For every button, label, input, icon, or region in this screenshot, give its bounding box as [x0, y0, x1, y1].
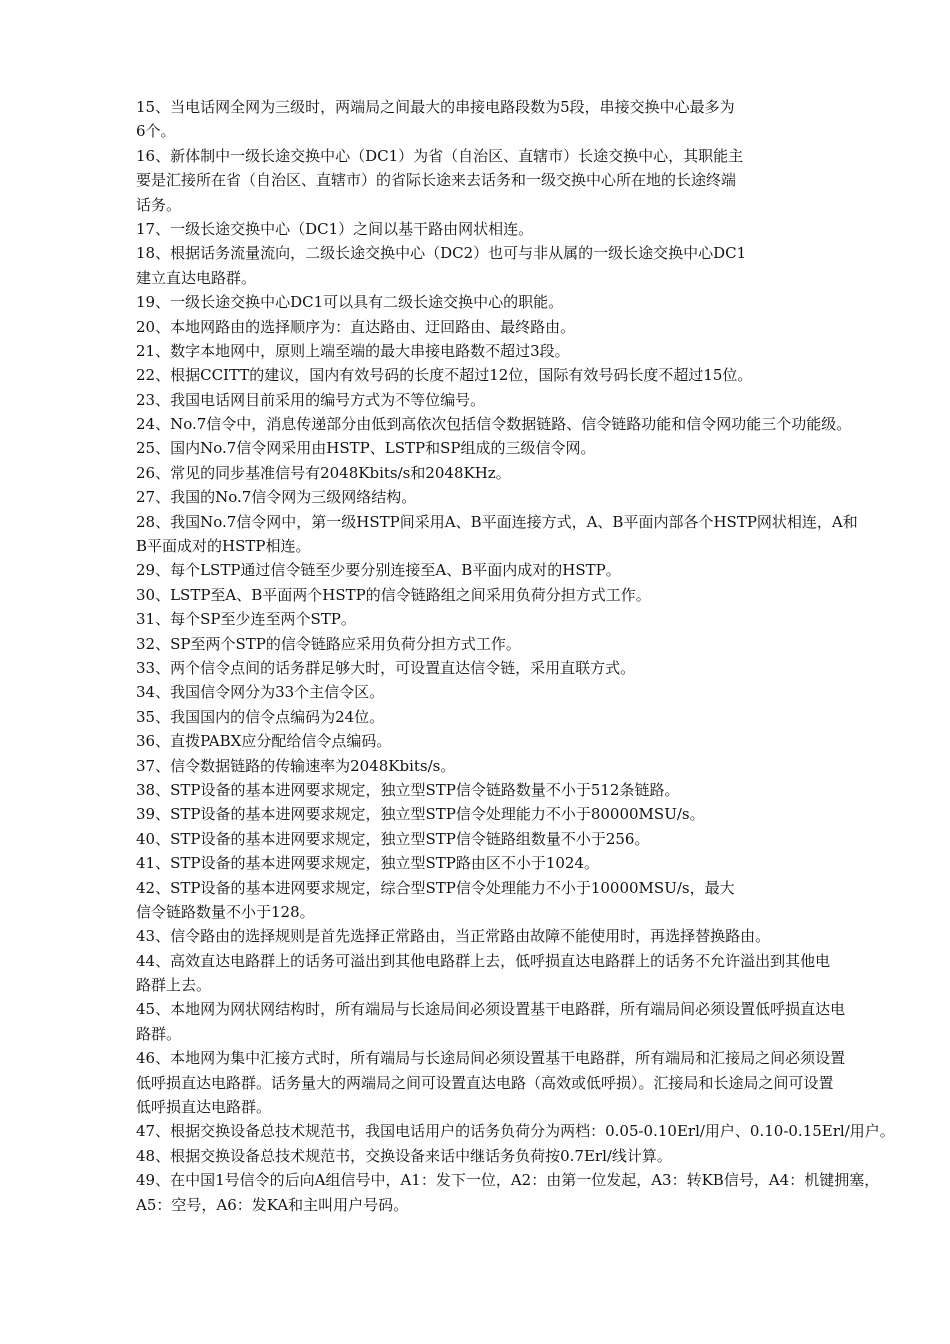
text-line: 33、两个信令点间的话务群足够大时，可设置直达信令链，采用直联方式。	[136, 658, 636, 677]
text-line: 27、我国的No.7信令网为三级网络结构。	[136, 488, 417, 507]
text-line: 21、数字本地网中，原则上端至端的最大串接电路数不超过3段。	[136, 341, 570, 360]
text-line: 建立直达电路群。	[136, 268, 257, 287]
text-line: B平面成对的HSTP相连。	[136, 537, 311, 556]
text-line: 48、根据交换设备总技术规范书，交换设备来话中继话务负荷按0.7Erl/线计算。	[136, 1146, 672, 1165]
text-line: 37、信令数据链路的传输速率为2048Kbits/s。	[136, 756, 456, 775]
text-line: 17、一级长途交换中心（DC1）之间以基干路由网状相连。	[136, 219, 534, 238]
text-line: 6个。	[136, 122, 176, 141]
text-line: 30、LSTP至A、B平面两个HSTP的信令链路组之间采用负荷分担方式工作。	[136, 585, 651, 604]
text-line: 40、STP设备的基本进网要求规定，独立型STP信令链路组数量不小于256。	[136, 829, 650, 848]
text-line: 35、我国国内的信令点编码为24位。	[136, 707, 385, 726]
text-line: 19、一级长途交换中心DC1可以具有二级长途交换中心的职能。	[136, 293, 564, 312]
text-line: 20、本地网路由的选择顺序为：直达路由、迂回路由、最终路由。	[136, 317, 576, 336]
text-line: 44、高效直达电路群上的话务可溢出到其他电路群上去，低呼损直达电路群上的话务不允许溢出到其他电	[136, 951, 831, 970]
text-line: 45、本地网为网状网结构时，所有端局与长途局间必须设置基干电路群，所有端局间必须设置低呼损直达电	[136, 1000, 846, 1019]
document-body	[136, 95, 908, 1217]
text-line: 路群。	[136, 1024, 182, 1043]
text-line: 18、根据话务流量流向，二级长途交换中心（DC2）也可与非从属的一级长途交换中心DC1	[136, 244, 747, 263]
text-line: 31、每个SP至少连至两个STP。	[136, 610, 356, 629]
text-line: 信令链路数量不小于128。	[136, 902, 315, 921]
text-line: 39、STP设备的基本进网要求规定，独立型STP信令处理能力不小于80000MSU/s。	[136, 805, 705, 824]
text-line: 话务。	[136, 195, 182, 214]
text-line: 46、本地网为集中汇接方式时，所有端局与长途局间必须设置基干电路群，所有端局和汇接局之间必须设置	[136, 1049, 846, 1068]
text-line: 32、SP至两个STP的信令链路应采用负荷分担方式工作。	[136, 634, 521, 653]
text-line: 43、信令路由的选择规则是首先选择正常路由，当正常路由故障不能使用时，再选择替换路由。	[136, 927, 771, 946]
text-line: 47、根据交换设备总技术规范书，我国电话用户的话务负荷分为两档：0.05-0.10Erl/用户、0.10-0.15Erl/用户。	[136, 1122, 895, 1141]
text-line: 要是汇接所在省（自治区、直辖市）的省际长途来去话务和一级交换中心所在地的长途终端	[136, 171, 737, 190]
text-line: 15、当电话网全网为三级时，两端局之间最大的串接电路段数为5段，串接交换中心最多为	[136, 98, 735, 116]
text-line: 29、每个LSTP通过信令链至少要分别连接至A、B平面内成对的HSTP。	[136, 561, 621, 580]
text-line: 路群上去。	[136, 976, 212, 995]
text-line: 26、常见的同步基准信号有2048Kbits/s和2048KHz。	[136, 463, 511, 482]
text-line: 38、STP设备的基本进网要求规定，独立型STP信令链路数量不小于512条链路。	[136, 780, 680, 799]
text-line: 28、我国No.7信令网中，第一级HSTP间采用A、B平面连接方式，A、B平面内部各个HSTP网状相连，A和	[136, 512, 858, 531]
text-line: 36、直拨PABX应分配给信令点编码。	[136, 732, 392, 751]
text-line: 低呼损直达电路群。	[136, 1098, 272, 1117]
text-line: 34、我国信令网分为33个主信令区。	[136, 683, 385, 702]
text-line: A5：空号，A6：发KA和主叫用户号码。	[136, 1195, 409, 1214]
text-line: 49、在中国1号信令的后向A组信号中，A1：发下一位，A2：由第一位发起，A3：转KB信号，A4：机键拥塞，	[136, 1171, 880, 1190]
text-line: 42、STP设备的基本进网要求规定，综合型STP信令处理能力不小于10000MSU/s，最大	[136, 878, 735, 897]
text-line: 41、STP设备的基本进网要求规定，独立型STP路由区不小于1024。	[136, 854, 600, 873]
text-line: 25、国内No.7信令网采用由HSTP、LSTP和SP组成的三级信令网。	[136, 439, 596, 458]
text-line: 低呼损直达电路群。话务量大的两端局之间可设置直达电路（高效或低呼损）。汇接局和长途局之间可设置	[136, 1073, 834, 1092]
text-line: 16、新体制中一级长途交换中心（DC1）为省（自治区、直辖市）长途交换中心，其职能主	[136, 146, 744, 165]
text-line: 22、根据CCITT的建议，国内有效号码的长度不超过12位，国际有效号码长度不超过15位。	[136, 366, 753, 385]
text-line: 23、我国电话网目前采用的编号方式为不等位编号。	[136, 390, 486, 409]
text-line: 24、No.7信令中，消息传递部分由低到高依次包括信令数据链路、信令链路功能和信令网功能三个功能级。	[136, 415, 852, 434]
